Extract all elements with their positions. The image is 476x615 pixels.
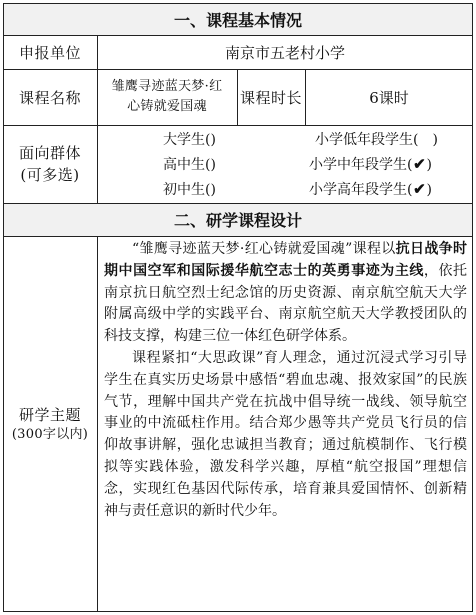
audience-option-primary-lower[interactable]: [315, 129, 438, 149]
table-divider: [97, 236, 98, 612]
section-title-course-design-text: 二、研学课程设计: [173, 211, 302, 230]
audience-option-paren-close: ): [432, 132, 438, 148]
audience-option-checkbox[interactable]: (): [205, 182, 216, 198]
audience-option-middle-school[interactable]: [163, 179, 216, 199]
course-name-label-text: 课程名称: [18, 88, 81, 107]
topic-label-line1: 研学主题: [18, 406, 81, 424]
table-border-left: [3, 3, 4, 612]
audience-option-label: 小学低年段学生: [315, 132, 413, 148]
course-hours-value: [305, 69, 473, 125]
course-hours-value-text: 6课时: [369, 88, 409, 107]
section-title-basic-info: [3, 3, 473, 35]
topic-label: [3, 236, 97, 612]
topic-paragraph-2-text: 课程紧扣“大思政课”育人理念，通过沉浸式学习引导学生在真实历史场景中感悟“碧血忠魂、报效家国”的民族气节，理解中国共产党在抗战中倡导统一战线、领导航空事业的中流砥柱作用。结合郑少愚等共产党员飞行员的信仰故事讲解，强化忠诚担当教育；通过航模制作、飞行模拟等实践体验，激发科学兴趣，厚植“航空报国”理想信念，实现红色基因代际传承，培育兼具爱国情怀、创新精神与责任意识的新时代少年。: [104, 349, 467, 519]
audience-option-label: 高中生: [163, 157, 205, 173]
unit-value: [97, 35, 473, 69]
table-divider: [3, 125, 473, 126]
table-divider: [3, 69, 473, 70]
unit-label-text: 申报单位: [18, 43, 81, 62]
section-title-basic-info-text: 一、课程基本情况: [173, 10, 302, 30]
topic-description: [100, 239, 469, 609]
audience-option-label: 大学生: [163, 132, 205, 148]
audience-option-label: 初中生: [163, 182, 205, 198]
audience-option-paren-open: (: [413, 132, 419, 148]
course-hours-label: [237, 69, 305, 125]
topic-paragraph-2: [104, 348, 467, 522]
audience-option-university[interactable]: [163, 129, 216, 149]
course-hours-label-text: 课程时长: [239, 88, 302, 107]
table-divider: [3, 203, 473, 204]
topic-paragraph-1-emphasis: 抗日战争时期中国空军和国际援华航空志士的英勇事迹为主线: [104, 241, 468, 279]
check-mark-icon[interactable]: ✔: [413, 155, 426, 173]
course-name-value: [97, 69, 237, 125]
audience-option-high-school[interactable]: [163, 154, 216, 174]
audience-option-paren-open: (: [407, 157, 413, 173]
course-application-form: [3, 3, 473, 612]
table-divider: [3, 236, 473, 237]
audience-option-label: 小学中年段学生: [309, 157, 407, 173]
audience-option-paren-close: ): [426, 182, 432, 198]
table-divider: [305, 69, 306, 125]
check-mark-icon[interactable]: ✔: [413, 180, 426, 198]
topic-label-line2: (300字以内): [11, 427, 89, 442]
unit-label: [3, 35, 97, 69]
unit-value-text: 南京市五老村小学: [224, 43, 345, 62]
audience-label-line2: (可多选): [20, 166, 80, 184]
table-divider: [237, 69, 238, 125]
table-border-top: [3, 3, 473, 4]
audience-option-primary-middle[interactable]: [309, 154, 432, 174]
audience-option-checkbox[interactable]: (): [205, 132, 216, 148]
topic-paragraph-1-rest: ，依托南京抗日航空烈士纪念馆的历史资源、南京航空航天大学附属高级中学的实践平台、南京航空航天大学教授团队的科技支撑，构建三位一体红色研学体系。: [104, 262, 468, 345]
audience-label: [3, 125, 97, 203]
audience-option-checkbox[interactable]: (): [205, 157, 216, 173]
table-divider: [3, 35, 473, 36]
audience-option-paren-close: ): [426, 157, 432, 173]
course-name-label: [3, 69, 97, 125]
audience-option-paren-open: (: [407, 182, 413, 198]
course-name-value-text: 雏鹰寻迹蓝天梦·红心铸就爱国魂: [111, 79, 223, 114]
audience-option-label: 小学高年段学生: [309, 182, 407, 198]
audience-option-primary-upper[interactable]: [309, 179, 432, 199]
table-divider: [97, 35, 98, 203]
topic-paragraph-1-intro: “雏鹰寻迹蓝天梦·红心铸就爱国魂”课程以: [132, 241, 396, 257]
topic-paragraph-1: [104, 239, 467, 348]
audience-label-line1: 面向群体: [18, 144, 81, 162]
table-border-right: [472, 3, 473, 612]
section-title-course-design: [3, 203, 473, 236]
table-border-bottom: [3, 611, 473, 612]
